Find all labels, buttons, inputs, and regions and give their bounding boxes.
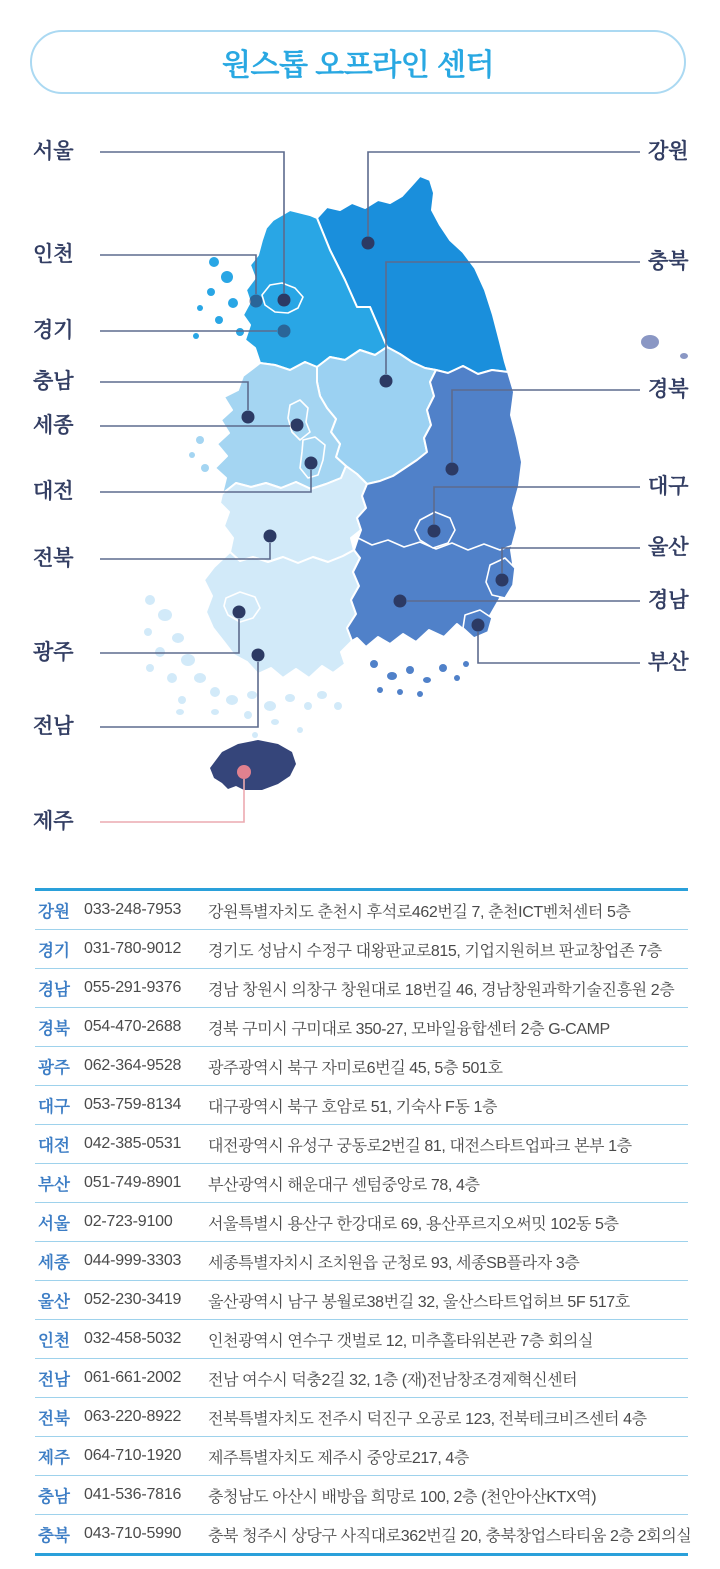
table-phone-number: 054-470-2688 xyxy=(84,1018,182,1035)
table-region-label: 경북 xyxy=(38,1020,70,1038)
map-label-gyeonggi: 경기 xyxy=(33,319,74,342)
table-phone-number: 055-291-9376 xyxy=(84,979,182,996)
map-label-incheon: 인천 xyxy=(33,243,74,266)
map-label-jeonbuk: 전북 xyxy=(33,547,74,570)
table-address: 강원특별자치도 춘천시 후석로462번길 7, 춘천ICT벤처센터 5층 xyxy=(208,903,631,921)
marker-jeonnam xyxy=(252,649,265,662)
table-address: 전북특별자치도 전주시 덕진구 오공로 123, 전북테크비즈센터 4층 xyxy=(208,1410,647,1428)
table-row xyxy=(35,969,688,1008)
table-phone-number: 052-230-3419 xyxy=(84,1291,182,1308)
table-address: 경남 창원시 의창구 창원대로 18번길 46, 경남창원과학기술진흥원 2층 xyxy=(208,981,675,999)
marker-jeonbuk xyxy=(264,530,277,543)
table-region-label: 세종 xyxy=(38,1254,70,1272)
table-address: 경북 구미시 구미대로 350-27, 모바일융합센터 2층 G-CAMP xyxy=(208,1020,610,1038)
leader-incheon xyxy=(100,255,256,294)
table-row xyxy=(35,1125,688,1164)
map-chungnam-islands xyxy=(189,436,209,472)
table-phone-number: 062-364-9528 xyxy=(84,1057,182,1074)
table-row xyxy=(35,930,688,969)
table-address: 울산광역시 남구 봉월로38번길 32, 울산스타트업허브 5F 517호 xyxy=(208,1293,630,1311)
marker-chungbuk xyxy=(380,375,393,388)
marker-gyeongnam xyxy=(394,595,407,608)
table-region-label: 광주 xyxy=(38,1059,70,1077)
table-address: 세종특별자치시 조치원읍 군청로 93, 세종SB플라자 3층 xyxy=(208,1254,580,1272)
table-phone-number: 042-385-0531 xyxy=(84,1135,182,1152)
table-address: 충청남도 아산시 배방읍 희망로 100, 2층 (천안아산KTX역) xyxy=(208,1488,597,1506)
leader-ulsan xyxy=(502,548,640,573)
table-region-label: 충북 xyxy=(38,1527,70,1545)
map-label-daejeon: 대전 xyxy=(33,480,74,503)
map-label-jeju: 제주 xyxy=(33,810,74,833)
map-label-daegu: 대구 xyxy=(648,475,689,498)
marker-busan xyxy=(472,619,485,632)
map-label-chungbuk: 충북 xyxy=(648,250,689,273)
table-phone-number: 032-458-5032 xyxy=(84,1330,182,1347)
table-phone-number: 041-536-7816 xyxy=(84,1486,182,1503)
table-row xyxy=(35,1476,688,1515)
table-address: 부산광역시 해운대구 센텀중앙로 78, 4층 xyxy=(208,1176,480,1194)
map-west-islands xyxy=(193,257,244,339)
table-region-label: 전북 xyxy=(38,1410,70,1428)
marker-seoul xyxy=(278,294,291,307)
table-row xyxy=(35,1086,688,1125)
map-region-jeju xyxy=(210,740,296,790)
table-phone-number: 043-710-5990 xyxy=(84,1525,182,1542)
marker-incheon xyxy=(250,295,263,308)
marker-gwangju xyxy=(233,606,246,619)
table-address: 제주특별자치도 제주시 중앙로217, 4층 xyxy=(208,1449,469,1467)
table-region-label: 인천 xyxy=(38,1332,70,1350)
table-phone-number: 044-999-3303 xyxy=(84,1252,182,1269)
table-phone-number: 064-710-1920 xyxy=(84,1447,182,1464)
table-address: 대전광역시 유성구 궁동로2번길 81, 대전스타트업파크 본부 1층 xyxy=(208,1137,632,1155)
leader-jeonnam xyxy=(100,662,258,727)
table-phone-number: 063-220-8922 xyxy=(84,1408,182,1425)
table-phone-number: 033-248-7953 xyxy=(84,901,182,918)
table-region-label: 경기 xyxy=(38,942,70,960)
table-row xyxy=(35,891,688,930)
leader-jeju xyxy=(100,779,244,822)
dokdo-island xyxy=(680,353,688,359)
table-region-label: 경남 xyxy=(38,981,70,999)
map-label-ulsan: 울산 xyxy=(648,536,689,559)
map-label-busan: 부산 xyxy=(648,651,689,674)
map-east-islands xyxy=(641,335,688,359)
table-phone-number: 02-723-9100 xyxy=(84,1213,173,1230)
table-address: 광주광역시 북구 자미로6번길 45, 5층 501호 xyxy=(208,1059,503,1077)
marker-chungnam xyxy=(242,411,255,424)
table-address: 경기도 성남시 수정구 대왕판교로815, 기업지원허브 판교창업존 7층 xyxy=(208,942,662,960)
map-label-jeonnam: 전남 xyxy=(33,715,74,738)
leader-busan xyxy=(478,632,640,663)
table-row xyxy=(35,1047,688,1086)
table-row xyxy=(35,1359,688,1398)
marker-gyeonggi xyxy=(278,325,291,338)
map-label-seoul: 서울 xyxy=(33,140,74,163)
table-region-label: 충남 xyxy=(38,1488,70,1506)
table-region-label: 서울 xyxy=(38,1215,70,1233)
marker-ulsan xyxy=(496,574,509,587)
table-region-label: 대구 xyxy=(38,1098,70,1116)
table-phone-number: 053-759-8134 xyxy=(84,1096,182,1113)
table-region-label: 대전 xyxy=(38,1137,70,1155)
table-region-label: 부산 xyxy=(38,1176,70,1194)
table-phone-number: 061-661-2002 xyxy=(84,1369,182,1386)
table-row xyxy=(35,1398,688,1437)
table-row xyxy=(35,1242,688,1281)
center-table xyxy=(35,888,692,1556)
table-phone-number: 031-780-9012 xyxy=(84,940,182,957)
map-south-islands xyxy=(370,660,469,697)
marker-daejeon xyxy=(305,457,318,470)
table-region-label: 강원 xyxy=(38,903,70,921)
table-row xyxy=(35,1515,692,1553)
table-address: 충북 청주시 상당구 사직대로362번길 20, 충북창업스타티움 2층 2회의실 xyxy=(208,1527,692,1545)
table-region-label: 전남 xyxy=(38,1371,70,1389)
table-region-label: 울산 xyxy=(38,1293,70,1311)
map-label-chungnam: 충남 xyxy=(33,370,74,393)
table-row xyxy=(35,1164,688,1203)
table-row xyxy=(35,1008,688,1047)
table-row xyxy=(35,1203,688,1242)
table-address: 서울특별시 용산구 한강대로 69, 용산푸르지오써밋 102동 5층 xyxy=(208,1215,619,1233)
table-address: 대구광역시 북구 호암로 51, 기숙사 F동 1층 xyxy=(208,1098,498,1116)
map-label-gyeongbuk: 경북 xyxy=(648,378,689,401)
table-address: 전남 여수시 덕충2길 32, 1층 (재)전남창조경제혁신센터 xyxy=(208,1371,578,1389)
table-row xyxy=(35,1320,688,1359)
map-label-sejong: 세종 xyxy=(33,414,74,437)
marker-jeju xyxy=(237,765,251,779)
marker-gangwon xyxy=(362,237,375,250)
table-region-label: 제주 xyxy=(38,1449,70,1467)
map-label-gangwon: 강원 xyxy=(648,140,689,163)
marker-sejong xyxy=(291,419,304,432)
marker-gyeongbuk xyxy=(446,463,459,476)
ulleungdo-island xyxy=(641,335,659,349)
table-phone-number: 051-749-8901 xyxy=(84,1174,182,1191)
table-address: 인천광역시 연수구 갯벌로 12, 미추홀타워본관 7층 회의실 xyxy=(208,1332,594,1350)
map-label-gyeongnam: 경남 xyxy=(648,589,689,612)
marker-daegu xyxy=(428,525,441,538)
map-label-gwangju: 광주 xyxy=(33,641,74,664)
page-title: 원스톱 오프라인 센터 xyxy=(222,49,494,82)
table-row xyxy=(35,1281,688,1320)
table-row xyxy=(35,1437,688,1476)
